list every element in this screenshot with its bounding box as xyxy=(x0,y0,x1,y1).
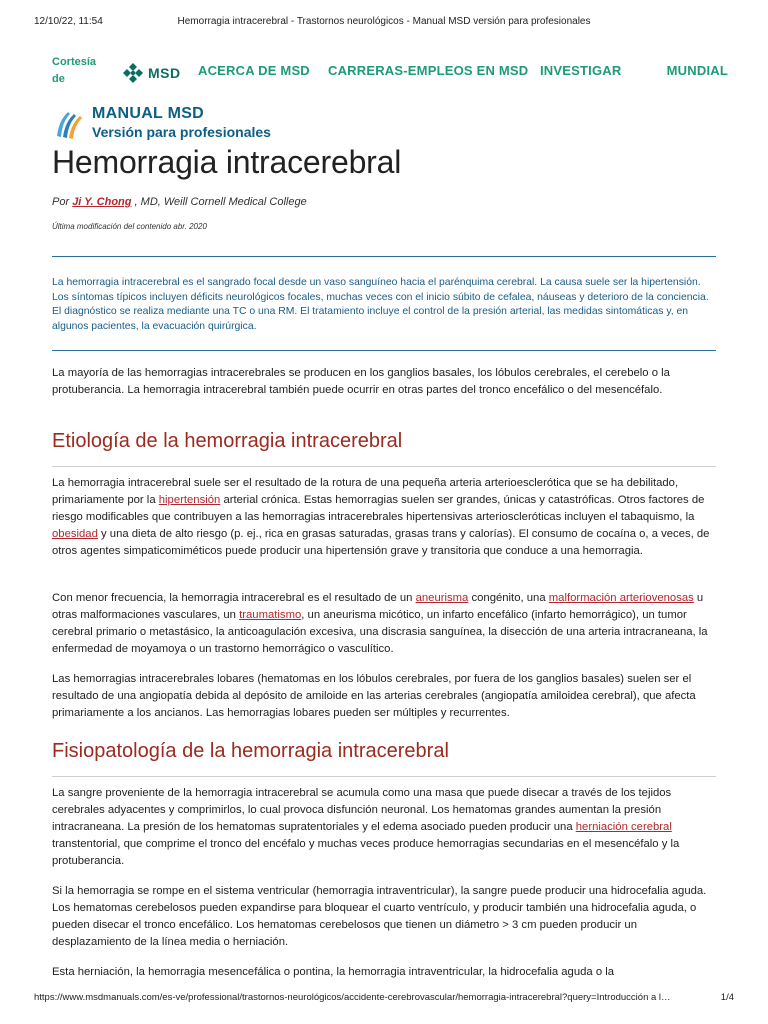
print-url: https://www.msdmanuals.com/es-ve/professional/trastornos-neurológicos/accidente-cerebrovascular/hemorragia-intracerebral?query=Introducción a l… xyxy=(34,992,671,1003)
link-hipertension[interactable]: hipertensión xyxy=(158,494,221,506)
section-heading-fisiopatologia: Fisiopatología de la hemorragia intracerebral xyxy=(52,740,449,762)
courtesy-line-1: Cortesía xyxy=(52,56,97,68)
section-2-divider xyxy=(52,776,716,777)
byline xyxy=(52,196,307,208)
link-traumatismo[interactable]: traumatismo xyxy=(239,609,302,621)
brand-line-2: Versión para profesionales xyxy=(92,124,271,140)
etiologia-paragraph-2 xyxy=(52,590,718,658)
link-obesidad[interactable]: obesidad xyxy=(52,528,98,540)
text-run: y una dieta de alto riesgo (p. ej., rica en grasas saturadas, grasas trans y calorías). El consumo de cocaína o, a veces, de otros agentes simpaticomiméticos puede producir una hipertensión grave y transitoria que conduce a una hemorragia. xyxy=(52,528,710,557)
summary-bottom-divider xyxy=(52,350,716,351)
courtesy-line-2: de xyxy=(52,73,65,85)
etiologia-paragraph-3: Las hemorragias intracerebrales lobares (hematomas en los lóbulos cerebrales, por fuera de los ganglios basales) suelen ser el resultado de una angiopatía debida al depósito de amiloide en las arterias cerebrales (angiopatía amiloidea cerebral), que afecta primariamente a los ancianos. Las hemorragias lobares pueden ser múltiples y recurrentes. xyxy=(52,673,696,719)
summary-text: La hemorragia intracerebral es el sangrado focal desde un vaso sanguíneo hacia el parénquima cerebral. La causa suele ser la hipertensión. Los síntomas típicos incluyen déficits neurológicos focales, muchas veces con el inicio súbito de cefalea, náuseas y deterioro de la conciencia. El diagnóstico se realiza mediante una TC o una RM. El tratamiento incluye el control de la presión arterial, las medidas sintomáticas y, en algunos pacientes, la evacuación quirúrgica. xyxy=(52,277,709,332)
fisiopatologia-paragraph-2: Si la hemorragia se rompe en el sistema ventricular (hemorragia intraventricular), la sangre puede producir una hidrocefalia aguda. Los hematomas cerebelosos pueden expandirse para bloquear el cuarto ventrículo, y producir también una hidrocefalia aguda, o pueden disecar el tronco encefálico. Los hematomas cerebelosos que tienen un diámetro > 3 cm pueden producir un desplazamiento de la línea media o herniación. xyxy=(52,885,707,948)
link-herniacion-cerebral[interactable]: herniación cerebral xyxy=(575,821,672,833)
brand-text xyxy=(92,105,271,141)
section-heading-etiologia: Etiología de la hemorragia intracerebral xyxy=(52,430,403,452)
last-modified: Última modificación del contenido abr. 2020 xyxy=(52,222,207,231)
summary-top-divider xyxy=(52,256,716,257)
fisiopatologia-paragraph-3: Esta herniación, la hemorragia mesencefálica o pontina, la hemorragia intraventricular, la hidrocefalia aguda o la xyxy=(52,966,615,978)
nav-link-mundial[interactable]: MUNDIAL xyxy=(666,63,728,78)
text-run: u otras malformaciones vasculares, un xyxy=(52,592,704,621)
nav-link-carreras[interactable]: CARRERAS-EMPLEOS EN MSD xyxy=(328,63,529,78)
intro-paragraph: La mayoría de las hemorragias intracerebrales se producen en los ganglios basales, los lóbulos cerebrales, el cerebelo o la protuberancia. La hemorragia intracerebral también puede ocurrir en otras partes del tronco encefálico o del mesencéfalo. xyxy=(52,367,670,396)
print-page-number: 1/4 xyxy=(720,992,734,1003)
link-aneurisma[interactable]: aneurisma xyxy=(415,592,469,604)
text-run: transtentorial, que comprime el tronco del encéfalo y muchas veces produce hemorragias secundarias en el mesencéfalo y la protuberancia. xyxy=(52,838,680,867)
msd-logo-icon xyxy=(122,62,144,84)
brand-line-1: MANUAL MSD xyxy=(92,105,205,122)
text-run: arterial crónica. Estas hemorragias suelen ser grandes, únicas y catastróficas. Otros factores de riesgo modificables que contribuyen a las hemorragias intracerebrales hipertensivas arterioscleróticas incluyen el tabaquismo, la xyxy=(52,494,705,523)
section-1-divider xyxy=(52,466,716,467)
text-run: La sangre proveniente de la hemorragia intracerebral se acumula como una masa que puede disecar a través de los tejidos cerebrales adyacentes y comprimirlos, lo cual provoca disfunción neuronal. Los hematomas grandes aumentan la presión intracraneana. La presión de los hematomas supratentoriales y el edema asociado pueden producir una xyxy=(52,787,672,833)
text-run: Con menor frecuencia, la hemorragia intracerebral es el resultado de un xyxy=(52,592,416,604)
nav-link-acerca[interactable]: ACERCA DE MSD xyxy=(198,63,310,78)
top-navigation xyxy=(52,54,728,90)
byline-prefix: Por xyxy=(52,196,73,208)
print-footer xyxy=(34,992,734,1006)
page-title: Hemorragia intracerebral xyxy=(52,144,402,180)
print-header xyxy=(34,16,734,32)
text-run: , un aneurisma micótico, un infarto encefálico (infarto hemorrágico), un tumor cerebral primario o metastásico, la anticoagulación excesiva, una discrasia sanguínea, la disección de una arteria intracraneana, la enfermedad de moyamoya o un trastorno hemorrágico o vasculítico. xyxy=(52,609,708,655)
courtesy-label xyxy=(52,54,112,88)
text-run: La hemorragia intracerebral suele ser el resultado de la rotura de una pequeña arteria arterioesclerótica que se ha debilitado, primariamente por la xyxy=(52,477,679,506)
manual-msd-logo-icon xyxy=(54,106,84,140)
byline-suffix: , MD, Weill Cornell Medical College xyxy=(131,196,307,208)
etiologia-paragraph-1 xyxy=(52,475,718,560)
msd-logo-text: MSD xyxy=(148,65,181,81)
author-link[interactable]: Ji Y. Chong xyxy=(72,196,132,208)
msd-logo[interactable] xyxy=(122,62,181,84)
text-run: congénito, una xyxy=(468,592,549,604)
nav-link-investigar[interactable]: INVESTIGAR xyxy=(540,63,622,78)
print-datetime: 12/10/22, 11:54 xyxy=(34,16,103,27)
print-doc-title: Hemorragia intracerebral - Trastornos neurológicos - Manual MSD versión para profesionales xyxy=(177,16,591,27)
manual-msd-brand[interactable] xyxy=(54,104,271,142)
fisiopatologia-paragraph-1 xyxy=(52,785,718,870)
link-malformacion[interactable]: malformación arteriovenosas xyxy=(548,592,694,604)
